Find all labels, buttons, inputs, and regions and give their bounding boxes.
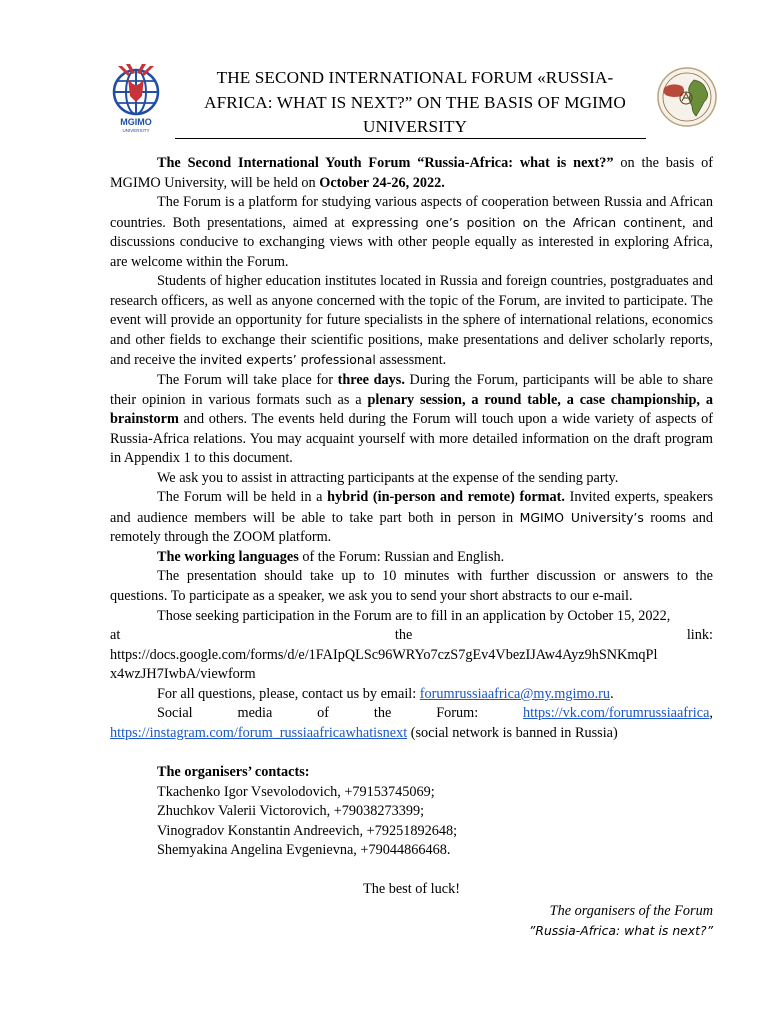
email-paragraph: For all questions, please, contact us by email: forumrussiaafrica@my.mgimo.ru. [157,685,614,702]
contact-email-link[interactable]: forumrussiaafrica@my.mgimo.ru [419,685,611,702]
vk-link[interactable]: https://vk.com/forumrussiaafrica [523,705,710,722]
application-url[interactable]: https://docs.google.com/forms/d/e/1FAIpQLSc96WRYo7czS7gEv4VbezIJAw4Ayz9hSNKmqPl x4wzJH7IwbA/viewform [110,646,658,683]
mgimo-logo [98,62,178,134]
assist-paragraph: We ask you to assist in attracting participants at the expense of the sending party. [157,469,619,486]
mgimo-logo-subtext: UNIVERSITY [122,128,150,133]
closing-wish: The best of luck! [363,881,460,898]
page-title: THE SECOND INTERNATIONAL FORUM «RUSSIA-AFRICA: WHAT IS NEXT?” ON THE BASIS OF MGIMO UNIVERSITY [204,68,626,136]
organisers-contacts [110,763,713,861]
contact-person: Zhuchkov Valerii Victorovich, +79038273399; [157,803,425,820]
header-divider [175,138,646,139]
presentation-paragraph: The presentation should take up to 10 minutes with further discussion or answers to the questions. To participate as a speaker, we ask you to send your short abstracts to our e-mail. [110,568,713,605]
social-line: Social media of the Forum: https://vk.com/forumrussiaafrica, [157,705,713,722]
forum-dates: October 24-26, 2022. [319,174,445,191]
instagram-line: https://instagram.com/forum_russiaafricawhatisnext (social network is banned in Russia) [110,724,618,741]
format-paragraph: The Forum will take place for three days. During the Forum, participants will be able to share their opinion in various formats such as a plenary session, a round table, a case championship, a brainstorm and others. The events held during the Forum will touch upon a wide variety of aspects of Russia-Africa relations. You may acquaint yourself with more detailed information on the draft program in Appendix 1 to this document. [110,372,713,467]
intro-paragraph: The Second International Youth Forum “Russia-Africa: what is next?” on the basis of MGIMO University, will be held on October 24-26, 2022. [110,155,713,191]
platform-paragraph: The Forum is a platform for studying various aspects of cooperation between Russia and African countries. Both presentations, aimed at expressing one’s position on the African continent, and discussions conducive to exchanging views with other people equally as interested in exploring Africa, are welcome within the Forum. [110,194,713,270]
forum-logo [650,66,724,128]
contact-person: Shemyakina Angelina Evgenievna, +79044866468. [157,842,451,859]
contact-person: Tkachenko Igor Vsevolodovich, +79153745069; [157,783,435,800]
letter-body [110,154,713,942]
apply-link-line: at the link: [110,627,713,644]
instagram-link[interactable]: https://instagram.com/forum_russiaafricawhatisnext [110,724,408,741]
contact-person: Vinogradov Konstantin Andreevich, +79251892648; [157,822,458,839]
participants-paragraph: Students of higher education institutes located in Russia and foreign countries, postgraduates and research officers, as well as anyone concerned with the topic of the Forum, are invited to participate. The event will provide an opportunity for future specialists in the sphere of international relations, economics and other fields to exchange their scientific positions, make presentations and deliver scholarly reports, and receive the invited experts’ professional assessment. [110,273,713,369]
signature-line-1: The organisers of the Forum [549,902,713,919]
mgimo-logo-text: MGIMO [120,117,152,127]
signature-line-2: ”Russia-Africa: what is next?” [528,923,713,939]
apply-paragraph: Those seeking participation in the Forum are to fill in an application by October 15, 2022, [157,607,671,624]
forum-name: The Second International Youth Forum “Russia-Africa: what is next?” [157,155,614,171]
contacts-heading: The organisers’ contacts: [157,763,310,780]
hybrid-paragraph: The Forum will be held in a hybrid (in-person and remote) format. Invited experts, speakers and audience members will be able to take part both in person in MGIMO University’s rooms and remotely through the ZOOM platform. [110,489,713,546]
languages-paragraph: The working languages of the Forum: Russian and English. [157,548,505,565]
